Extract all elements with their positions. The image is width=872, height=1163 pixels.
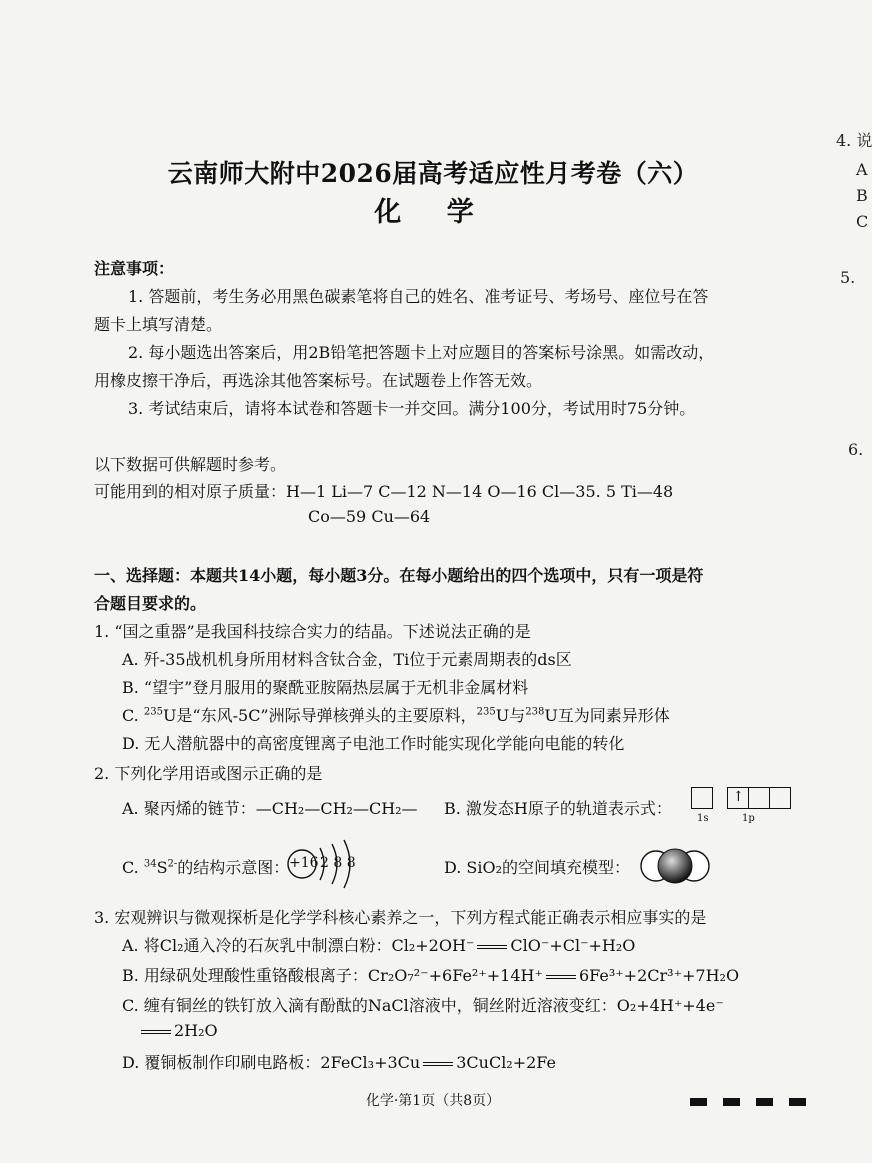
margin-q5: 5. bbox=[840, 268, 856, 287]
q2-c-mass: 34 bbox=[143, 858, 157, 870]
q1-c-mass-1: 235 bbox=[143, 706, 163, 718]
q3-option-b bbox=[122, 963, 739, 986]
ref-atomic-masses: 可能用到的相对原子质量：H—1 Li—7 C—12 N—14 O—16 Cl—35. 5 Ti—48 bbox=[94, 482, 674, 501]
q2-option-a: A. 聚丙烯的链节：—CH₂—CH₂—CH₂— bbox=[122, 799, 418, 818]
margin-q6: 6. bbox=[848, 440, 864, 459]
q3-b-reactants: B. 用绿矾处理酸性重铬酸根离子：Cr₂O₇²⁻+6Fe²⁺+14H⁺ bbox=[122, 966, 543, 985]
ref-atomic-masses-2: Co—59 Cu—64 bbox=[308, 507, 431, 526]
notice-item-2b: 用橡皮擦干净后，再选涂其他答案标号。在试题卷上作答无效。 bbox=[94, 371, 543, 390]
notice-item-1b: 题卡上填写清楚。 bbox=[94, 315, 223, 334]
q2-stem: 2. 下列化学用语或图示正确的是 bbox=[94, 764, 323, 783]
q2-option-b: B. 激发态H原子的轨道表示式： bbox=[444, 799, 672, 818]
q2-c-charge: 2- bbox=[167, 858, 178, 870]
ref-line-1: 以下数据可供解题时参考。 bbox=[94, 455, 287, 474]
q3-c-products: 2H₂O bbox=[174, 1021, 218, 1040]
q1-option-a: A. 歼-35战机机身所用材料含钛合金，Ti位于元素周期表的ds区 bbox=[122, 650, 572, 669]
q1-c-prefix: C. bbox=[122, 706, 144, 725]
notice-item-1a: 1. 答题前，考生务必用黑色碳素笔将自己的姓名、准考证号、考场号、座位号在答 bbox=[128, 287, 709, 306]
q3-a-products: ClO⁻+Cl⁻+H₂O bbox=[510, 936, 636, 955]
scan-marker bbox=[723, 1098, 740, 1106]
q2-c-ion: S bbox=[156, 858, 168, 877]
subject-title: 化 学 bbox=[374, 197, 492, 228]
q2-c-text: 的结构示意图： bbox=[177, 858, 290, 877]
q3-d-reactants: D. 覆铜板制作印刷电路板：2FeCl₃+3Cu bbox=[122, 1053, 421, 1072]
notice-heading: 注意事项： bbox=[94, 259, 175, 278]
scan-marker bbox=[756, 1098, 773, 1106]
q2-option-d: D. SiO₂的空间填充模型： bbox=[444, 858, 631, 877]
q1-c-text-2: U与 bbox=[495, 706, 526, 725]
q3-a-reactants: A. 将Cl₂通入冷的石灰乳中制漂白粉：Cl₂+2OH⁻ bbox=[122, 936, 475, 955]
q1-c-mass-2: 235 bbox=[476, 706, 496, 718]
q1-c-text-3: U互为同素异形体 bbox=[544, 706, 670, 725]
q3-stem: 3. 宏观辨识与微观探析是化学学科核心素养之一，下列方程式能正确表示相应事实的是 bbox=[94, 908, 707, 927]
q3-option-c-cont bbox=[138, 1021, 218, 1040]
q1-option-b: B. “望宇”登月服用的聚酰亚胺隔热层属于无机非金属材料 bbox=[122, 678, 529, 697]
space-filling-model-icon bbox=[640, 846, 710, 886]
orbital-diagram bbox=[692, 787, 791, 824]
q3-option-d bbox=[122, 1050, 556, 1073]
equals-sign-icon bbox=[546, 975, 576, 979]
q3-d-products: 3CuCl₂+2Fe bbox=[456, 1053, 556, 1072]
margin-q4: 4. 说 bbox=[836, 131, 872, 150]
q2-c-prefix: C. bbox=[122, 858, 144, 877]
notice-item-3: 3. 考试结束后，请将本试卷和答题卡一并交回。满分100分，考试用时75分钟。 bbox=[128, 399, 696, 418]
q2-option-c bbox=[122, 855, 289, 878]
q1-c-text-1: U是“东风-5C”洲际导弹核弹头的主要原料， bbox=[162, 706, 477, 725]
margin-a: A bbox=[856, 160, 868, 179]
nucleus-charge: +16 bbox=[289, 855, 319, 871]
sio2-model bbox=[640, 846, 710, 890]
q3-b-products: 6Fe³⁺+2Cr³⁺+7H₂O bbox=[578, 966, 740, 985]
scan-marker bbox=[690, 1098, 707, 1106]
q3-option-c: C. 缠有铜丝的铁钉放入滴有酚酞的NaCl溶液中，铜丝附近溶液变红：O₂+4H⁺+4e⁻ bbox=[122, 996, 724, 1015]
equals-sign-icon bbox=[141, 1030, 171, 1034]
section-heading-2: 合题目要求的。 bbox=[94, 594, 207, 613]
q1-option-c bbox=[122, 703, 670, 726]
orbital-1s-label: 1s bbox=[697, 813, 709, 824]
notice-item-2a: 2. 每小题选出答案后，用2B铅笔把答题卡上对应题目的答案标号涂黑。如需改动， bbox=[128, 343, 715, 362]
electron-shells: 2 8 8 bbox=[320, 855, 356, 871]
orbital-1p-label: 1p bbox=[742, 813, 755, 824]
q1-option-d: D. 无人潜航器中的高密度锂离子电池工作时能实现化学能向电能的转化 bbox=[122, 734, 625, 753]
scan-marker bbox=[789, 1098, 806, 1106]
margin-c: C bbox=[856, 212, 869, 231]
section-heading: 一、选择题：本题共14小题，每小题3分。在每小题给出的四个选项中，只有一项是符 bbox=[94, 566, 704, 585]
exam-title: 云南师大附中2026届高考适应性月考卷（六） bbox=[167, 159, 699, 188]
equals-sign-icon bbox=[477, 945, 507, 949]
sulfide-ion-structure bbox=[286, 838, 366, 888]
orbital-1p-box-2 bbox=[748, 787, 770, 809]
margin-b: B bbox=[856, 186, 868, 205]
scan-markers bbox=[690, 1091, 822, 1110]
page-footer: 化学·第1页（共8页） bbox=[365, 1093, 501, 1109]
equals-sign-icon bbox=[423, 1062, 453, 1066]
q1-stem: 1. “国之重器”是我国科技综合实力的结晶。下述说法正确的是 bbox=[94, 622, 531, 641]
q3-option-a bbox=[122, 933, 635, 956]
orbital-1p-box-3 bbox=[769, 787, 791, 809]
orbital-1p-box-1: ↑ bbox=[727, 787, 749, 809]
orbital-1s-box bbox=[691, 787, 713, 809]
q1-c-mass-3: 238 bbox=[525, 706, 545, 718]
